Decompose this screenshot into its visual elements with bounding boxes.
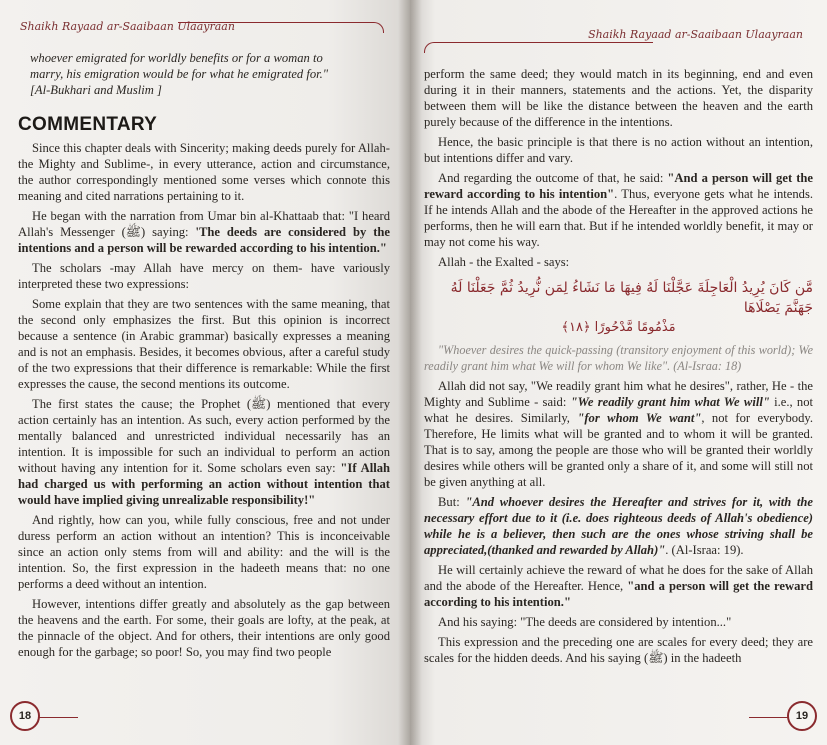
left-running-head: Shaikh Rayaad ar-Saaibaan Ulaayraan [20, 20, 235, 33]
right-page-header [424, 14, 813, 50]
text-run: He will certainly achieve the reward of what he does for the sake of Allah and the abode of the Hereafter. Hence, [424, 563, 813, 593]
quran-verse-arabic-end: مَذْمُومًا مَّدْحُورًا ﴿١٨﴾ [561, 320, 676, 335]
paragraph [424, 170, 813, 250]
text-run: . Thus, everyone gets what he intends. If he intends Allah and the abode of the Hereafter in the approved actions he performs, then he will earn that. But if he intended worldly benefit, it may or may not come his way. [424, 187, 813, 249]
page-number-rule [749, 717, 789, 718]
paragraph: perform the same deed; they would match in its beginning, end and even during it in their manners, statements and the actions. Yet, the disparity between them will be like the distance between the heaven and the earth purely because of the difference in the intentions. [424, 67, 813, 129]
paragraph: Some explain that they are two sentences with the same meaning, that the second only emphasizes the first. But this opinion is incorrect because a sentence (in Arabic grammar) basically expresses a meaning and is not an emphasis. Besides, it becomes obvious, after a careful study of the two expressions that their difference is remarkable: While the first expresses the cause, the second mentions its outcome. [18, 297, 390, 391]
text-run: And regarding the outcome of that, he said: [438, 171, 668, 185]
text-run: He began with the narration from Umar bin al-Khattaab that: "I heard Allah's Messenger (ﷺ) saying: [18, 209, 390, 239]
paragraph: Hence, the basic principle is that there is no action without an intention, but intentions differ and vary. [424, 135, 813, 165]
scholar-quote-bold: "If Allah had charged us with performing an action without intention that would have implied giving unrealizable responsibility!" [18, 461, 390, 507]
quran-verse-arabic: مَّن كَانَ يُرِيدُ الْعَاجِلَةَ عَجَّلْنَا لَهُ فِيهَا مَا نَشَاءُ لِمَن نُّرِيدُ ثُمَّ جَعَلْنَا لَهُ جَهَنَّمَ يَصْلَاهَا [450, 280, 813, 316]
paragraph: Allah - the Exalted - says: [438, 255, 570, 269]
text-run: i.e., not what he desires. Similarly, [424, 395, 813, 425]
right-body-text [424, 66, 813, 666]
hadith-quote-bold: 'The deeds are considered by the intentions and a person will be rewarded according to his intention." [18, 225, 390, 255]
left-page-header [18, 14, 390, 42]
hadith-quote-bold: "And a person will get the reward according to his intention" [424, 171, 813, 201]
paragraph [424, 562, 813, 610]
paragraph: Since this chapter deals with Sincerity; making deeds purely for Allah- the Mighty and Sublime-, in every utterance, action and circumstance, the author correspondingly mentioned some verses which connote this meaning and cited narrations pertaining to it. [18, 141, 390, 203]
paragraph [424, 378, 813, 490]
hadith-quote-bold: "and a person will get the reward according to his intention." [424, 579, 813, 609]
left-page [0, 0, 410, 745]
text-run: Allah did not say, "We readily grant him what he desires", rather, He - the Mighty and Sublime - said: [424, 379, 813, 409]
quote-line: whoever emigrated for worldly benefits or for a woman to [30, 51, 323, 65]
verse-quote: "for whom We want" [577, 411, 702, 425]
page-number-rule [38, 717, 78, 718]
paragraph: And his saying: "The deeds are considered by intention..." [438, 615, 732, 629]
left-header-rule [178, 22, 384, 33]
paragraph [424, 494, 813, 558]
text-run: . (Al-Israa: 19). [665, 543, 744, 557]
paragraph: This expression and the preceding one are scales for every deed; they are scales for the hidden deeds. And his saying (ﷺ) in the hadeeth [424, 635, 813, 665]
page-number-badge: 18 [10, 701, 40, 731]
book-gutter-shadow [398, 0, 422, 745]
paragraph: However, intentions differ greatly and absolutely as the gap between the heavens and the earth. For some, their goals are lofty, at the peak, at the pinnacle of the object. And for others, their intentions are only good enough for the garbage; so poor! So, you may find two people [18, 597, 390, 659]
text-run: The first states the cause; the Prophet (ﷺ) mentioned that every action certainly has an intention. As such, every action performed by the mentally balanced and unrestricted individual necessarily has an intention. It is impossible for such an individual to perform an action without having any intention for it. Some scholars even say: [18, 397, 390, 475]
verse-quote: "And whoever desires the Hereafter and strives for it, with the necessary effort due to it (i.e. does righteous deeds of Allah's obedience) while he is a believer, then such are the ones whose striving shall be appreciated,(thanked and rewarded by Allah)" [424, 495, 814, 557]
left-body-text [18, 140, 390, 660]
text-run: , not for everybody. Therefore, He limits what will be granted and to whom it will be granted. That is to say, among the people are those who will be granted their worldly desires while others will be granted only a share of it, and some will still not be given anything at all. [424, 411, 813, 489]
text-run: But: [438, 495, 466, 509]
quote-line: marry, his emigration would be for what he emigrated for." [30, 67, 329, 81]
paragraph: And rightly, how can you, while fully conscious, free and not under duress perform an action without an intention? This is inconceivable since an action only stems from will and ability: and the will is the intention. So, the first expression in the hadeeth means that: no one performs a deed without an intention. [18, 513, 390, 591]
paragraph [18, 396, 390, 508]
verse-translation: "Whoever desires the quick-passing (transitory enjoyment of this world); We readily grant him what We will for whom We like". (Al-Israa: 18) [424, 343, 813, 373]
page-number-badge: 19 [787, 701, 817, 731]
right-header-rule [424, 42, 653, 53]
paragraph [18, 208, 390, 256]
right-page [410, 0, 827, 745]
opening-hadith-quote [18, 50, 390, 98]
verse-quote: "We readily grant him what We will" [570, 395, 770, 409]
commentary-heading: COMMENTARY [18, 114, 158, 135]
paragraph: The scholars -may Allah have mercy on them- have variously interpreted these two expressions: [18, 261, 390, 291]
quote-source: [Al-Bukhari and Muslim ] [30, 83, 162, 97]
right-running-head: Shaikh Rayaad ar-Saaibaan Ulaayraan [588, 28, 803, 41]
